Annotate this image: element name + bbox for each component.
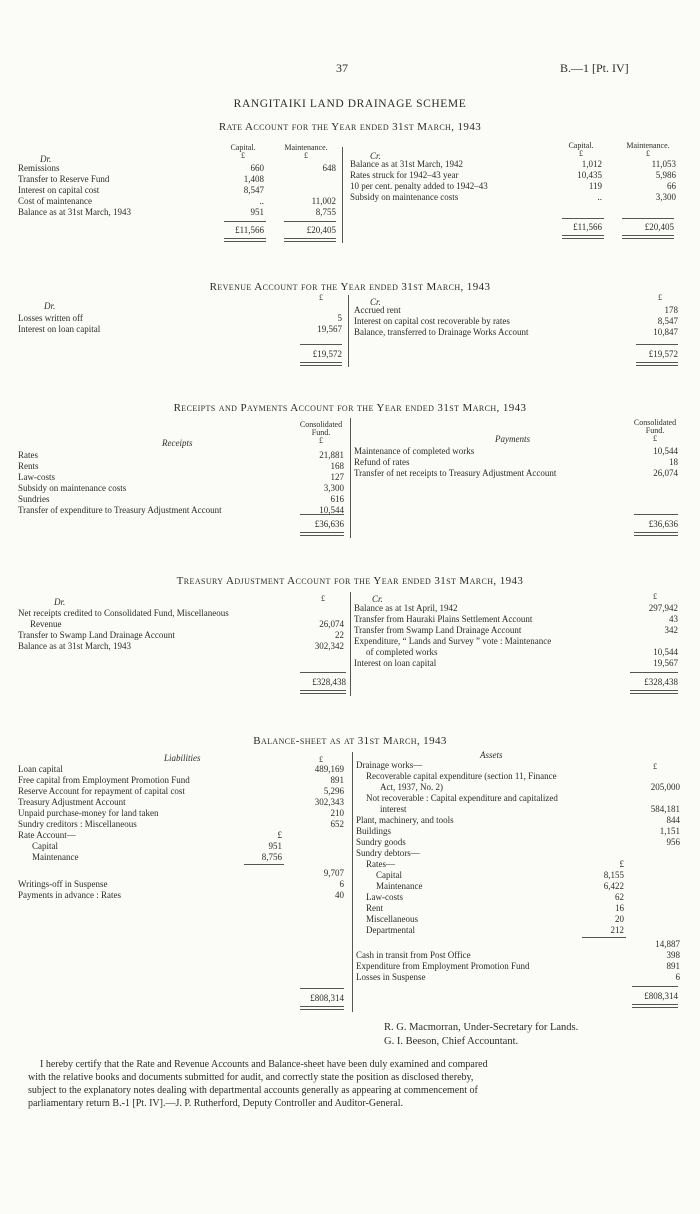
table-row: Subsidy on maintenance costs 3,300 [18, 483, 344, 493]
table-row: Subsidy on maintenance costs .. 3,300 [350, 192, 676, 202]
rule [300, 362, 342, 366]
rule [622, 218, 674, 219]
rule [300, 532, 344, 536]
balance-sheet-title: Balance-sheet as at 31st March, 1943 [253, 735, 447, 747]
rate-dr-total-capital: £11,566 [235, 225, 264, 235]
rule [300, 1006, 344, 1010]
revenue-cr-label: Cr. [370, 297, 381, 307]
table-row: of completed works 10,544 [366, 647, 678, 657]
liabilities-label: Liabilities [164, 753, 201, 763]
column-divider [350, 592, 351, 696]
rule [636, 362, 678, 366]
rule [632, 1004, 678, 1008]
certificate-line-3: subject to the explanatory notes dealing with departmental accounts generally as appearing at commencement of [28, 1085, 478, 1096]
rule [582, 937, 626, 938]
receipts-total: £36,636 [314, 519, 344, 529]
table-row: Refund of rates 18 [354, 457, 678, 467]
table-row: Rates struck for 1942–43 year 10,435 5,986 [350, 170, 676, 180]
rate-cr-total-maintenance: £20,405 [644, 222, 674, 232]
rate-dr-maintenance-head: Maintenance. [284, 143, 328, 152]
rate-dr-label: Dr. [40, 154, 52, 164]
table-row: Losses written off 5 [18, 313, 342, 323]
table-row: Capital 8,155 [376, 870, 624, 880]
treasury-cr-pound: £ [653, 592, 657, 601]
table-row: 14,887 [655, 939, 680, 949]
table-row: Rents 168 [18, 461, 344, 471]
table-row: Sundry creditors : Miscellaneous 652 [18, 819, 344, 829]
table-row: Recoverable capital expenditure (section 11, Finance [366, 771, 557, 781]
table-row: Interest on capital cost 8,547 [18, 185, 264, 195]
table-row: Loan capital 489,169 [18, 764, 344, 774]
rule [224, 238, 266, 242]
revenue-dr-label: Dr. [44, 301, 56, 311]
table-row: Rent 16 [366, 903, 624, 913]
rate-cr-pound-2: £ [646, 149, 650, 158]
table-row: Law-costs 62 [366, 892, 624, 902]
table-row: Accrued rent 178 [354, 305, 678, 315]
table-row: Interest on loan capital 19,567 [18, 324, 342, 334]
table-row: Interest on capital cost recoverable by rates 8,547 [354, 316, 678, 326]
rate-cr-capital-head: Capital. [568, 141, 594, 150]
payments-label: Payments [495, 434, 530, 444]
table-row: Interest on loan capital 19,567 [354, 658, 678, 668]
treasury-account-title: Treasury Adjustment Account for the Year ended 31st March, 1943 [176, 575, 524, 587]
table-row: Sundries 616 [18, 494, 344, 504]
treasury-dr-pound: £ [321, 594, 325, 603]
rate-cr-label: Cr. [370, 151, 381, 161]
table-row: Act, 1937, No. 2) 205,000 [380, 782, 680, 792]
table-row: Expenditure from Employment Promotion Fund 891 [356, 961, 680, 971]
rule [284, 221, 336, 222]
table-row: Not recoverable : Capital expenditure and capitalized [366, 793, 558, 803]
table-row: Capital 951 [32, 841, 282, 851]
table-row: Departmental 212 [366, 925, 624, 935]
table-row: 10 per cent. penalty added to 1942–43 119 66 [350, 181, 676, 191]
rate-dr-total-maintenance: £20,405 [306, 225, 336, 235]
assets-pound: £ [653, 762, 657, 771]
table-row: Drainage works— [356, 760, 423, 770]
payments-pound: £ [653, 434, 657, 443]
rule [300, 514, 344, 515]
table-row: Buildings 1,151 [356, 826, 680, 836]
table-row: Sundry goods 956 [356, 837, 680, 847]
document-reference: B.—1 [Pt. IV] [560, 61, 629, 75]
signature-chief-accountant: G. I. Beeson, Chief Accountant. [384, 1036, 519, 1047]
rule [634, 514, 678, 515]
treasury-dr-label: Dr. [54, 597, 66, 607]
table-row: Expenditure, “ Lands and Survey ” vote : Maintenance [354, 636, 552, 646]
rate-cr-pound: £ [579, 149, 583, 158]
table-row: Transfer of expenditure to Treasury Adjustment Account 10,544 [18, 505, 344, 515]
table-row: Reserve Account for repayment of capital cost 5,296 [18, 786, 344, 796]
table-row: Balance as at 31st March, 1942 1,012 11,053 [350, 159, 676, 169]
rate-cr-maintenance-head: Maintenance. [626, 141, 670, 150]
treasury-dr-total: £328,438 [312, 677, 346, 687]
table-row: Unpaid purchase-money for land taken 210 [18, 808, 344, 818]
table-row: Rates 21,881 [18, 450, 344, 460]
table-row: Free capital from Employment Promotion Fund 891 [18, 775, 344, 785]
rule [630, 690, 678, 694]
treasury-cr-label: Cr. [372, 594, 383, 604]
table-row: Balance as at 31st March, 1943 951 8,755 [18, 207, 336, 217]
table-row: Maintenance of completed works 10,544 [354, 446, 678, 456]
rule [634, 532, 678, 536]
rule [632, 986, 678, 987]
table-row: Rates— £ [366, 859, 624, 869]
table-row: Balance as at 31st March, 1943 302,342 [18, 641, 344, 651]
table-row: Transfer from Swamp Land Drainage Account 342 [354, 625, 678, 635]
receipts-label: Receipts [162, 438, 193, 448]
table-row: Transfer from Hauraki Plains Settlement Account 43 [354, 614, 678, 624]
rule [636, 344, 678, 345]
receipts-pound: £ [319, 436, 323, 445]
payments-total: £36,636 [648, 519, 678, 529]
signature-under-secretary: R. G. Macmorran, Under-Secretary for Lands. [384, 1022, 579, 1033]
receipts-col-head-2: Fund. [311, 428, 331, 437]
table-row: Writings-off in Suspense 6 [18, 879, 344, 889]
assets-label: Assets [480, 750, 503, 760]
table-row: 9,707 [323, 868, 344, 878]
table-row: Payments in advance : Rates 40 [18, 890, 344, 900]
table-row: Losses in Suspense 6 [356, 972, 680, 982]
receipts-col-head-1: Consolidated [299, 420, 343, 429]
table-row: Miscellaneous 20 [366, 914, 624, 924]
table-row: Net receipts credited to Consolidated Fund, Miscellaneous [18, 608, 229, 618]
rate-dr-pound: £ [241, 151, 245, 160]
rule [300, 672, 346, 673]
rule [300, 690, 346, 694]
rate-account-title: Rate Account for the Year ended 31st March, 1943 [218, 121, 482, 133]
table-row: Maintenance 8,756 [32, 852, 282, 862]
payments-col-head-2: Fund. [645, 426, 665, 435]
rule [622, 235, 674, 239]
table-row: Cost of maintenance .. 11,002 [18, 196, 336, 206]
revenue-dr-pound: £ [319, 293, 323, 302]
table-row: Revenue 26,074 [30, 619, 344, 629]
table-row: Law-costs 127 [18, 472, 344, 482]
rate-dr-capital-head: Capital. [230, 143, 256, 152]
rule [244, 864, 284, 865]
page-number: 37 [336, 61, 348, 75]
table-row: Transfer of net receipts to Treasury Adjustment Account 26,074 [354, 468, 678, 478]
table-row: Cash in transit from Post Office 398 [356, 950, 680, 960]
table-row: Maintenance 6,422 [376, 881, 624, 891]
table-row: Plant, machinery, and tools 844 [356, 815, 680, 825]
table-row: Balance, transferred to Drainage Works Account 10,847 [354, 327, 678, 337]
rule [284, 238, 336, 242]
liabilities-total: £808,314 [310, 993, 344, 1003]
certificate-line-2: with the relative books and documents submitted for audit, and correctly state the position as disclosed thereby, [28, 1072, 474, 1083]
rule [300, 344, 342, 345]
scheme-title: RANGITAIKI LAND DRAINAGE SCHEME [233, 98, 467, 110]
column-divider [342, 147, 343, 243]
certificate-line-4: parliamentary return B.-1 [Pt. IV].—J. P. Rutherford, Deputy Controller and Auditor-General. [28, 1098, 403, 1109]
table-row: Rate Account— £ [18, 830, 282, 840]
column-divider [350, 418, 351, 538]
rule [224, 221, 266, 222]
column-divider [348, 295, 349, 367]
assets-total: £808,314 [644, 991, 678, 1001]
revenue-cr-pound: £ [658, 293, 662, 302]
rule [562, 218, 604, 219]
table-row: interest 584,181 [380, 804, 680, 814]
table-row: Remissions 660 648 [18, 163, 336, 173]
rule [562, 235, 604, 239]
treasury-cr-total: £328,438 [644, 677, 678, 687]
payments-col-head-1: Consolidated [633, 418, 677, 427]
table-row: Transfer to Reserve Fund 1,408 [18, 174, 264, 184]
table-row: Transfer to Swamp Land Drainage Account 22 [18, 630, 344, 640]
column-divider [352, 752, 353, 1012]
rate-dr-pound-2: £ [304, 151, 308, 160]
table-row: Sundry debtors— [356, 848, 420, 858]
revenue-account-title: Revenue Account for the Year ended 31st March, 1943 [209, 281, 491, 293]
revenue-dr-total: £19,572 [312, 349, 342, 359]
rule [300, 988, 344, 989]
rate-cr-total-capital: £11,566 [573, 222, 602, 232]
receipts-account-title: Receipts and Payments Account for the Year ended 31st March, 1943 [173, 402, 527, 414]
certificate-line-1: I hereby certify that the Rate and Revenue Accounts and Balance-sheet have been duly examined and compared [40, 1059, 488, 1070]
table-row: Balance as at 1st April, 1942 297,942 [354, 603, 678, 613]
liabilities-pound: £ [319, 755, 323, 764]
rule [630, 672, 678, 673]
table-row: Treasury Adjustment Account 302,343 [18, 797, 344, 807]
revenue-cr-total: £19,572 [648, 349, 678, 359]
